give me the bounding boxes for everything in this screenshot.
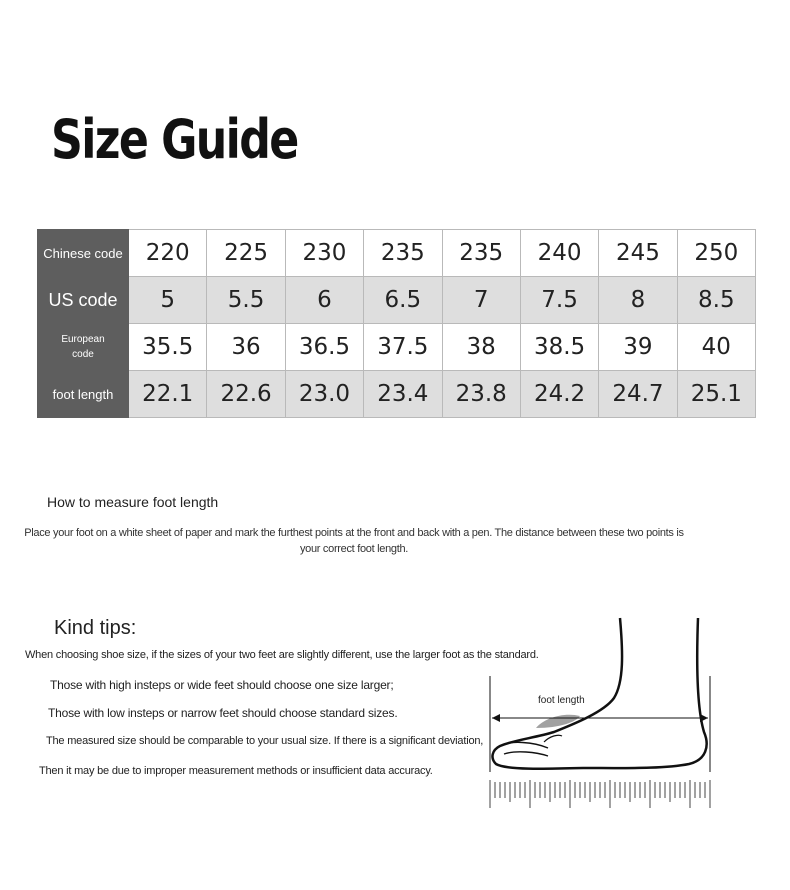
page-title: Size Guide <box>51 108 298 171</box>
table-cell: 22.1 <box>129 371 207 418</box>
table-cell: 38 <box>442 324 520 371</box>
table-cell: 230 <box>285 230 363 277</box>
table-cell: 22.6 <box>207 371 285 418</box>
table-cell: 7.5 <box>520 277 598 324</box>
table-cell: 6 <box>285 277 363 324</box>
row-header-foot-length: foot length <box>38 371 129 418</box>
row-header-european-code <box>38 324 129 371</box>
table-row <box>38 230 756 277</box>
foot-length-label: foot length <box>538 695 585 706</box>
table-cell: 36 <box>207 324 285 371</box>
tip-line: Then it may be due to improper measurement methods or insufficient data accuracy. <box>39 765 433 777</box>
row-header-us-code: US code <box>38 277 129 324</box>
table-cell: 25.1 <box>677 371 755 418</box>
table-cell: 23.4 <box>364 371 442 418</box>
foot-measurement-icon <box>484 612 716 812</box>
table-cell: 23.0 <box>285 371 363 418</box>
table-row <box>38 277 756 324</box>
table-row <box>38 324 756 371</box>
table-cell: 5.5 <box>207 277 285 324</box>
table-row <box>38 371 756 418</box>
table-cell: 36.5 <box>285 324 363 371</box>
tip-line: Those with high insteps or wide feet should choose one size larger; <box>50 678 394 692</box>
table-cell: 40 <box>677 324 755 371</box>
table-cell: 235 <box>442 230 520 277</box>
table-cell: 6.5 <box>364 277 442 324</box>
tips-title: Kind tips: <box>54 617 137 639</box>
table-cell: 8 <box>599 277 677 324</box>
table-cell: 220 <box>129 230 207 277</box>
table-cell: 35.5 <box>129 324 207 371</box>
table-cell: 235 <box>364 230 442 277</box>
row-header-line: code <box>72 349 94 360</box>
row-header-chinese-code: Chinese code <box>38 230 129 277</box>
row-header-line: European <box>61 334 105 345</box>
table-cell: 24.2 <box>520 371 598 418</box>
table-cell: 37.5 <box>364 324 442 371</box>
table-cell: 24.7 <box>599 371 677 418</box>
table-cell: 240 <box>520 230 598 277</box>
measure-instructions: Place your foot on a white sheet of paper and mark the furthest points at the front and back with a pen. The distance between these two points is your correct foot length. <box>24 527 684 555</box>
table-cell: 5 <box>129 277 207 324</box>
tip-line: When choosing shoe size, if the sizes of your two feet are slightly different, use the larger foot as the standard. <box>25 649 539 661</box>
measure-title: How to measure foot length <box>47 494 219 510</box>
table-cell: 7 <box>442 277 520 324</box>
tip-line: The measured size should be comparable to your usual size. If there is a significant deviation, <box>46 735 484 747</box>
table-cell: 39 <box>599 324 677 371</box>
table-cell: 8.5 <box>677 277 755 324</box>
size-table <box>37 229 756 418</box>
table-cell: 38.5 <box>520 324 598 371</box>
table-cell: 23.8 <box>442 371 520 418</box>
table-cell: 245 <box>599 230 677 277</box>
tip-line: Those with low insteps or narrow feet should choose standard sizes. <box>48 706 398 720</box>
table-cell: 225 <box>207 230 285 277</box>
table-cell: 250 <box>677 230 755 277</box>
